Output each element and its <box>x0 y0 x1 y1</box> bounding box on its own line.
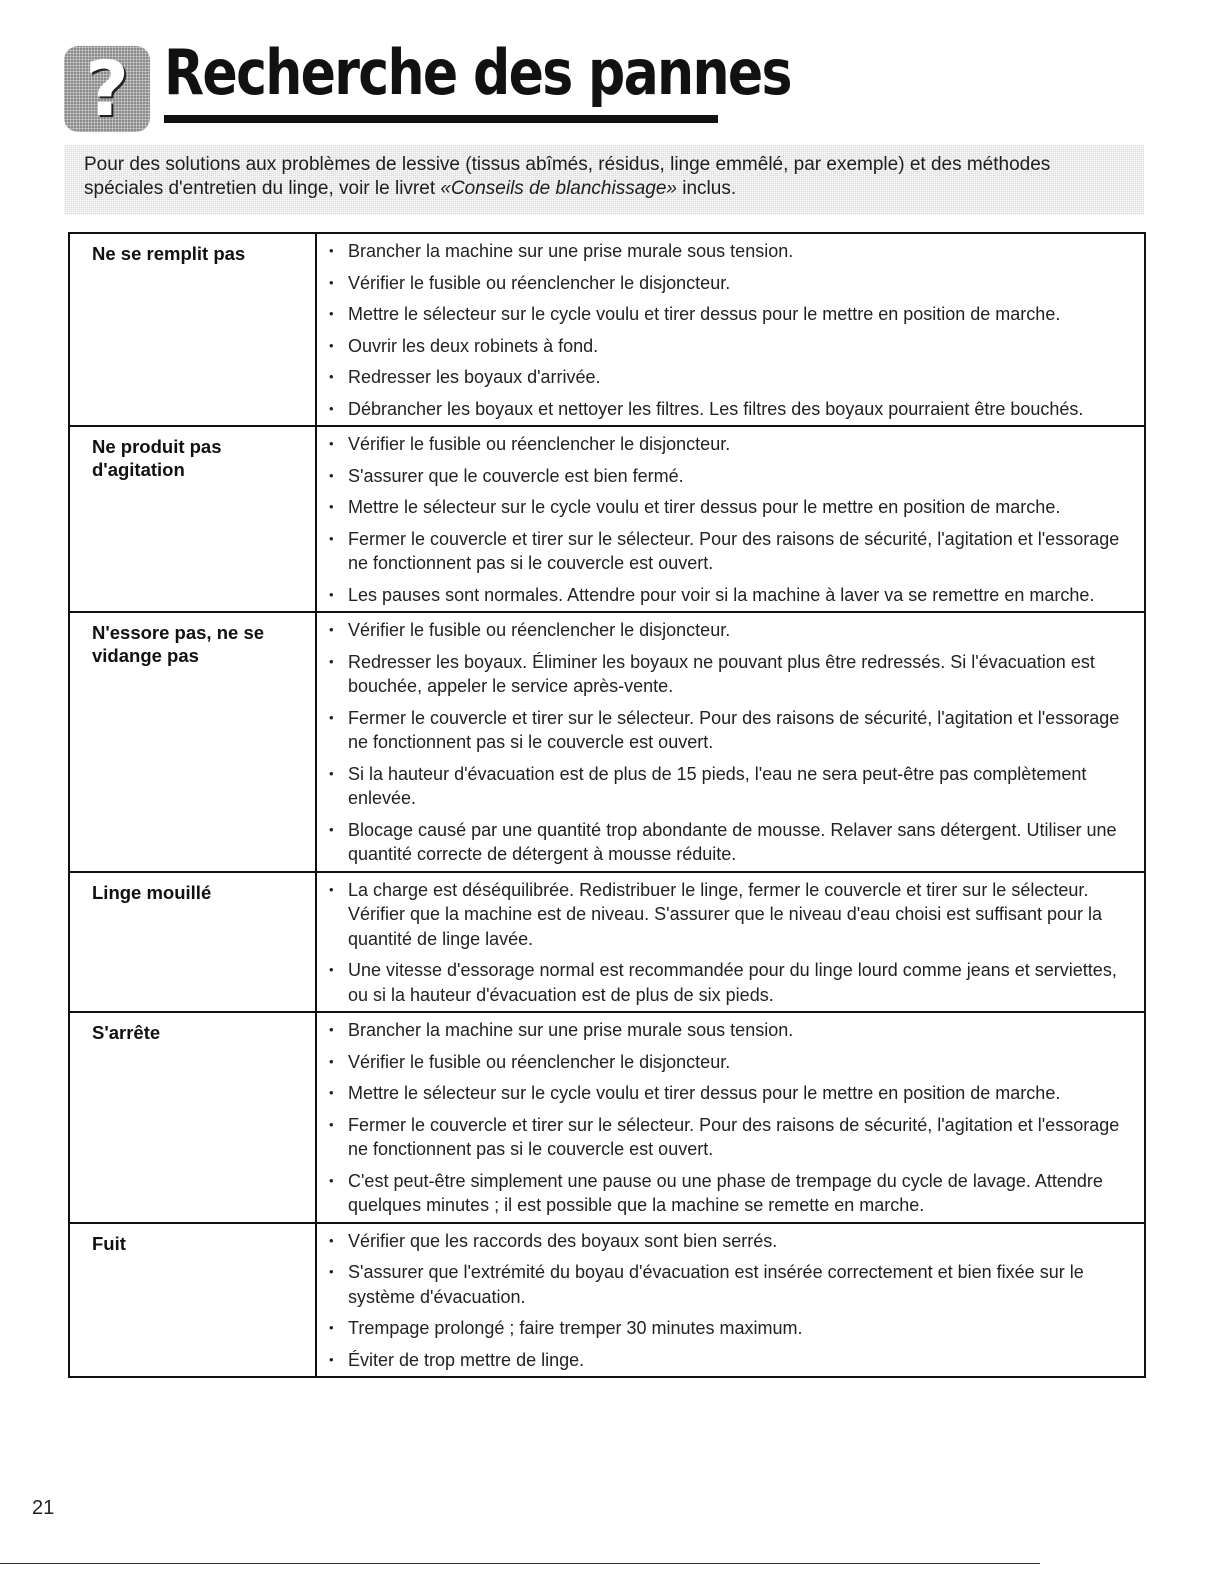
solution-item: • Les pauses sont normales. Attendre pour voir si la machine à laver va se remettre en marche. <box>329 583 1134 608</box>
solution-item: • Blocage causé par une quantité trop abondante de mousse. Relaver sans détergent. Utiliser une quantité correcte de détergent à mousse réduite. <box>329 818 1134 867</box>
problem-label: S'arrête <box>70 1013 317 1222</box>
solution-item: • Éviter de trop mettre de linge. <box>329 1348 1134 1373</box>
intro-note <box>64 145 1144 215</box>
page-title: Recherche des pannes <box>164 36 791 109</box>
table-row <box>70 611 1144 871</box>
solution-item: • Vérifier le fusible ou réenclencher le disjoncteur. <box>329 271 1134 296</box>
problem-label: N'essore pas, ne se vidange pas <box>70 613 317 871</box>
intro-text: Pour des solutions aux problèmes de lessive (tissus abîmés, résidus, linge emmêlé, par exemple) et des méthodes spéciales d'entretien du linge, voir le livret <box>84 154 1051 199</box>
solution-item: • Vérifier le fusible ou réenclencher le disjoncteur. <box>329 1050 1134 1075</box>
question-mark-icon: ? <box>64 46 150 132</box>
intro-text-end: inclus. <box>676 178 737 199</box>
solution-list <box>317 1013 1144 1222</box>
problem-label: Ne se remplit pas <box>70 234 317 425</box>
solution-item: • Brancher la machine sur une prise murale sous tension. <box>329 239 1134 264</box>
solution-item: • Une vitesse d'essorage normal est recommandée pour du linge lourd comme jeans et serviettes, ou si la hauteur d'évacuation est de plus de six pieds. <box>329 958 1134 1007</box>
problem-label: Ne produit pas d'agitation <box>70 427 317 611</box>
table-row <box>70 425 1144 611</box>
booklet-title: «Conseils de blanchissage» <box>440 178 677 199</box>
solution-item: • C'est peut-être simplement une pause ou une phase de trempage du cycle de lavage. Attendre quelques minutes ; il est possible que la machine se remette en marche. <box>329 1169 1134 1218</box>
table-row <box>70 871 1144 1012</box>
solution-item: • Mettre le sélecteur sur le cycle voulu et tirer dessus pour le mettre en position de marche. <box>329 302 1134 327</box>
page-number: 21 <box>32 1497 55 1519</box>
footer-rule <box>0 1563 1040 1564</box>
troubleshooting-table <box>68 232 1146 1378</box>
problem-label: Linge mouillé <box>70 873 317 1012</box>
table-row <box>70 1011 1144 1222</box>
solution-item: • Trempage prolongé ; faire tremper 30 minutes maximum. <box>329 1316 1134 1341</box>
solution-item: • Redresser les boyaux d'arrivée. <box>329 365 1134 390</box>
table-row <box>70 234 1144 425</box>
solution-item: • Redresser les boyaux. Éliminer les boyaux ne pouvant plus être redressés. Si l'évacuation est bouchée, appeler le service après-vente. <box>329 650 1134 699</box>
solution-item: • Vérifier que les raccords des boyaux sont bien serrés. <box>329 1229 1134 1254</box>
solution-item: • Fermer le couvercle et tirer sur le sélecteur. Pour des raisons de sécurité, l'agitation et l'essorage ne fonctionnent pas si le couvercle est ouvert. <box>329 527 1134 576</box>
solution-item: • Fermer le couvercle et tirer sur le sélecteur. Pour des raisons de sécurité, l'agitation et l'essorage ne fonctionnent pas si le couvercle est ouvert. <box>329 1113 1134 1162</box>
solution-item: • Vérifier le fusible ou réenclencher le disjoncteur. <box>329 618 1134 643</box>
solution-list <box>317 1224 1144 1377</box>
solution-item: • Mettre le sélecteur sur le cycle voulu et tirer dessus pour le mettre en position de marche. <box>329 495 1134 520</box>
solution-item: • Ouvrir les deux robinets à fond. <box>329 334 1134 359</box>
solution-item: • La charge est déséquilibrée. Redistribuer le linge, fermer le couvercle et tirer sur le sélecteur. Vérifier que la machine est de niveau. S'assurer que le niveau d'eau choisi est suffisant pour la quantité de linge lavée. <box>329 878 1134 952</box>
solution-list <box>317 873 1144 1012</box>
solution-list <box>317 234 1144 425</box>
solution-item: • Vérifier le fusible ou réenclencher le disjoncteur. <box>329 432 1134 457</box>
solution-list <box>317 613 1144 871</box>
table-row <box>70 1222 1144 1377</box>
solution-item: • Mettre le sélecteur sur le cycle voulu et tirer dessus pour le mettre en position de marche. <box>329 1081 1134 1106</box>
solution-item: • Fermer le couvercle et tirer sur le sélecteur. Pour des raisons de sécurité, l'agitation et l'essorage ne fonctionnent pas si le couvercle est ouvert. <box>329 706 1134 755</box>
solution-item: • S'assurer que le couvercle est bien fermé. <box>329 464 1134 489</box>
solution-item: • Si la hauteur d'évacuation est de plus de 15 pieds, l'eau ne sera peut-être pas complètement enlevée. <box>329 762 1134 811</box>
solution-item: • Brancher la machine sur une prise murale sous tension. <box>329 1018 1134 1043</box>
title-underline <box>164 115 718 123</box>
solution-item: • S'assurer que l'extrémité du boyau d'évacuation est insérée correctement et bien fixée sur le système d'évacuation. <box>329 1260 1134 1309</box>
problem-label: Fuit <box>70 1224 317 1377</box>
solution-item: • Débrancher les boyaux et nettoyer les filtres. Les filtres des boyaux pourraient être bouchés. <box>329 397 1134 422</box>
solution-list <box>317 427 1144 611</box>
